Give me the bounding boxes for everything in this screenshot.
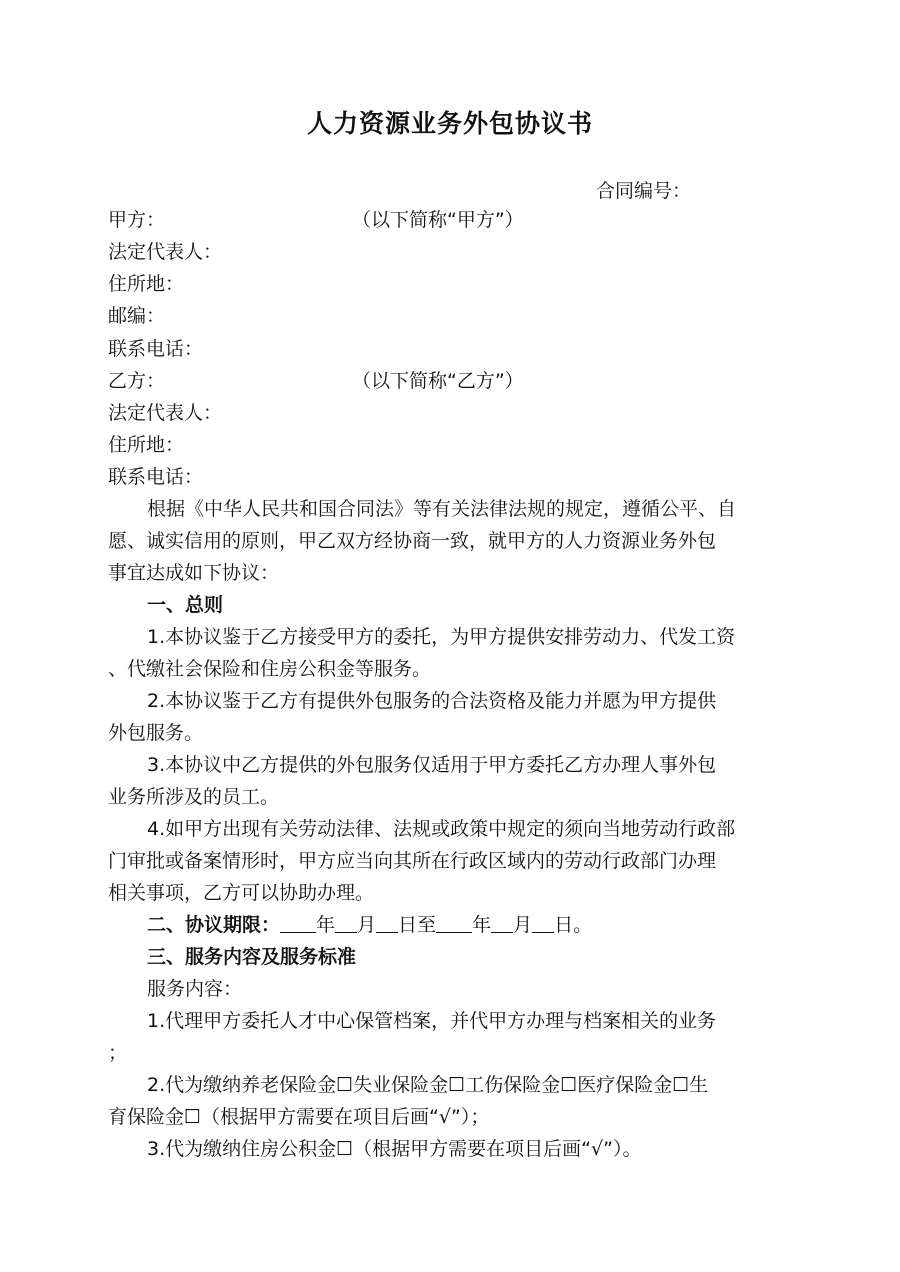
preamble-line: 事宜达成如下协议： — [108, 562, 280, 584]
document-title: 人力资源业务外包协议书 — [306, 109, 593, 138]
clause-line: 3.本协议中乙方提供的外包服务仅适用于甲方委托乙方办理人事外包 — [147, 754, 717, 776]
party-b-label: 乙方： — [108, 370, 166, 392]
party-b-note: （以下简称“乙方”） — [352, 370, 524, 392]
blank-field[interactable] — [280, 914, 316, 933]
term-unit: 年 — [316, 914, 336, 936]
clause-line: 育保险金☐（根据甲方需要在项目后画“√”）； — [108, 1106, 490, 1128]
clause-line: 、代缴社会保险和住房公积金等服务。 — [108, 658, 432, 680]
party-b-addr: 住所地： — [108, 434, 185, 456]
preamble-line: 愿、诚实信用的原则，甲乙双方经协商一致，就甲方的人力资源业务外包 — [108, 530, 717, 552]
section-heading: 一、总则 — [147, 594, 224, 616]
clause-line: 4.如甲方出现有关劳动法律、法规或政策中规定的须向当地劳动行政部 — [147, 818, 736, 840]
term-unit: 日。 — [554, 914, 593, 936]
clause-line: 外包服务。 — [108, 722, 204, 744]
blank-field[interactable] — [532, 914, 554, 933]
clause-line: 门审批或备案情形时，甲方应当向其所在行政区域内的劳动行政部门办理 — [108, 850, 717, 872]
blank-field[interactable] — [335, 914, 357, 933]
party-a-rep: 法定代表人： — [108, 241, 223, 263]
clause-line: 3.代为缴纳住房公积金☐（根据甲方需要在项目后画“√”）。 — [147, 1138, 642, 1160]
term-unit: 日至 — [398, 914, 437, 936]
party-a-label: 甲方： — [108, 209, 166, 231]
term-line — [147, 912, 592, 938]
clause-line: 1.代理甲方委托人才中心保管档案，并代甲方办理与档案相关的业务 — [147, 1010, 717, 1032]
clause-line: 1.本协议鉴于乙方接受甲方的委托，为甲方提供安排劳动力、代发工资 — [147, 626, 736, 648]
blank-field[interactable] — [376, 914, 398, 933]
party-a-addr: 住所地： — [108, 273, 185, 295]
party-b-rep: 法定代表人： — [108, 402, 223, 424]
section-heading: 三、服务内容及服务标准 — [147, 946, 357, 968]
blank-field[interactable] — [491, 914, 513, 933]
sub-heading: 服务内容： — [147, 978, 243, 1000]
term-unit: 年 — [472, 914, 492, 936]
party-a-phone: 联系电话： — [108, 338, 204, 360]
clause-line: 2.代为缴纳养老保险金☐失业保险金☐工伤保险金☐医疗保险金☐生 — [147, 1074, 709, 1096]
clause-line: 相关事项，乙方可以协助办理。 — [108, 882, 375, 904]
preamble-line: 根据《中华人民共和国合同法》等有关法律法规的规定，遵循公平、自 — [147, 498, 737, 520]
party-a-note: （以下简称“甲方”） — [352, 209, 524, 231]
term-unit: 月 — [357, 914, 377, 936]
clause-line: 业务所涉及的员工。 — [108, 786, 280, 808]
party-b-phone: 联系电话： — [108, 466, 204, 488]
clause-line: ； — [108, 1042, 128, 1064]
blank-field[interactable] — [436, 914, 472, 933]
party-a-zip: 邮编： — [108, 305, 166, 327]
term-unit: 月 — [513, 914, 533, 936]
clause-line: 2.本协议鉴于乙方有提供外包服务的合法资格及能力并愿为甲方提供 — [147, 690, 717, 712]
section-heading: 二、协议期限： — [147, 914, 281, 936]
contract-number-label: 合同编号： — [596, 180, 692, 202]
